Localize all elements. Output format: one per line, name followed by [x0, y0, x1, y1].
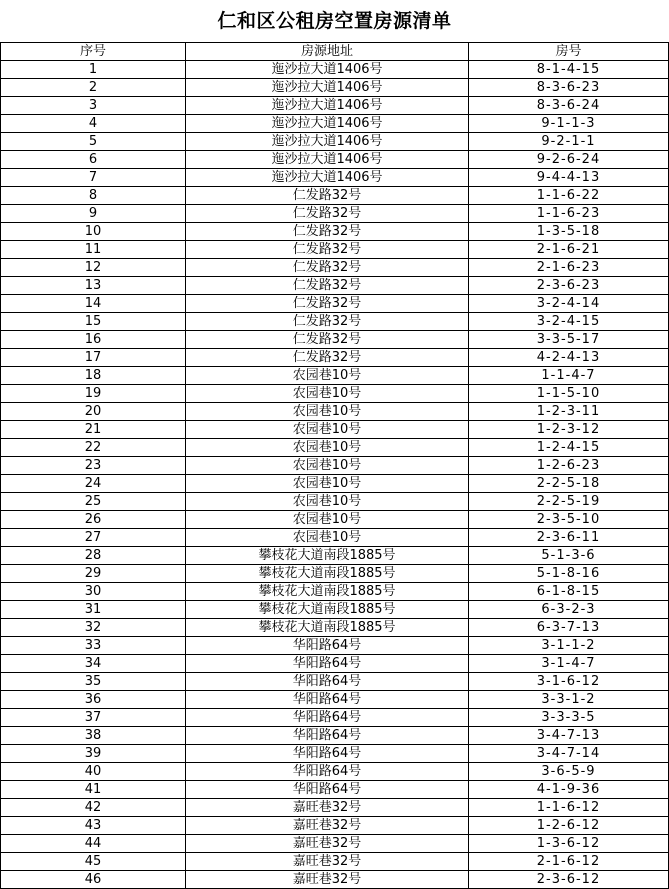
- table-row: [1, 295, 669, 313]
- cell-index: 13: [1, 277, 186, 295]
- cell-room-number: 1-1-6-12: [469, 799, 669, 817]
- cell-address: 仁发路32号: [186, 331, 469, 349]
- cell-index: 40: [1, 763, 186, 781]
- cell-room-number: 5-1-8-16: [469, 565, 669, 583]
- table-row: [1, 115, 669, 133]
- cell-address: 攀枝花大道南段1885号: [186, 565, 469, 583]
- cell-index: 32: [1, 619, 186, 637]
- table-row: [1, 529, 669, 547]
- cell-index: 18: [1, 367, 186, 385]
- cell-room-number: 1-2-3-12: [469, 421, 669, 439]
- cell-index: 4: [1, 115, 186, 133]
- cell-index: 34: [1, 655, 186, 673]
- cell-index: 42: [1, 799, 186, 817]
- table-row: [1, 799, 669, 817]
- cell-room-number: 9-2-1-1: [469, 133, 669, 151]
- cell-address: 仁发路32号: [186, 295, 469, 313]
- table-row: [1, 547, 669, 565]
- cell-index: 19: [1, 385, 186, 403]
- cell-address: 农园巷10号: [186, 511, 469, 529]
- cell-index: 24: [1, 475, 186, 493]
- cell-room-number: 6-3-2-3: [469, 601, 669, 619]
- table-row: [1, 781, 669, 799]
- table-row: [1, 619, 669, 637]
- cell-index: 20: [1, 403, 186, 421]
- table-row: [1, 187, 669, 205]
- table-row: [1, 673, 669, 691]
- cell-address: 农园巷10号: [186, 367, 469, 385]
- table-row: [1, 691, 669, 709]
- cell-address: 仁发路32号: [186, 313, 469, 331]
- cell-index: 46: [1, 871, 186, 889]
- cell-address: 农园巷10号: [186, 529, 469, 547]
- cell-index: 38: [1, 727, 186, 745]
- cell-address: 华阳路64号: [186, 763, 469, 781]
- cell-address: 迤沙拉大道1406号: [186, 97, 469, 115]
- cell-index: 30: [1, 583, 186, 601]
- cell-address: 嘉旺巷32号: [186, 817, 469, 835]
- cell-index: 10: [1, 223, 186, 241]
- cell-address: 华阳路64号: [186, 727, 469, 745]
- table-row: [1, 385, 669, 403]
- sheet-title: 仁和区公租房空置房源清单: [217, 10, 452, 32]
- table-row: [1, 871, 669, 889]
- table-row: [1, 97, 669, 115]
- cell-room-number: 3-3-1-2: [469, 691, 669, 709]
- table-row: [1, 61, 669, 79]
- cell-address: 仁发路32号: [186, 241, 469, 259]
- table-row: [1, 439, 669, 457]
- cell-index: 15: [1, 313, 186, 331]
- table-row: [1, 709, 669, 727]
- table-row: [1, 79, 669, 97]
- table-row: [1, 133, 669, 151]
- cell-index: 31: [1, 601, 186, 619]
- cell-index: 14: [1, 295, 186, 313]
- cell-index: 12: [1, 259, 186, 277]
- cell-index: 8: [1, 187, 186, 205]
- cell-room-number: 2-3-5-10: [469, 511, 669, 529]
- table-row: [1, 583, 669, 601]
- cell-address: 嘉旺巷32号: [186, 799, 469, 817]
- cell-address: 迤沙拉大道1406号: [186, 151, 469, 169]
- cell-address: 农园巷10号: [186, 475, 469, 493]
- cell-room-number: 3-3-3-5: [469, 709, 669, 727]
- cell-room-number: 1-3-6-12: [469, 835, 669, 853]
- cell-room-number: 2-2-5-18: [469, 475, 669, 493]
- cell-room-number: 3-4-7-14: [469, 745, 669, 763]
- cell-index: 28: [1, 547, 186, 565]
- table-row: [1, 655, 669, 673]
- table-row: [1, 853, 669, 871]
- cell-address: 华阳路64号: [186, 673, 469, 691]
- vacant-housing-table: [0, 42, 669, 889]
- table-row: [1, 493, 669, 511]
- cell-room-number: 1-2-6-23: [469, 457, 669, 475]
- table-row: [1, 331, 669, 349]
- cell-room-number: 3-2-4-14: [469, 295, 669, 313]
- cell-address: 华阳路64号: [186, 637, 469, 655]
- cell-index: 2: [1, 79, 186, 97]
- table-row: [1, 565, 669, 583]
- table-row: [1, 763, 669, 781]
- cell-address: 华阳路64号: [186, 745, 469, 763]
- table-row: [1, 637, 669, 655]
- cell-index: 26: [1, 511, 186, 529]
- cell-address: 迤沙拉大道1406号: [186, 115, 469, 133]
- cell-index: 3: [1, 97, 186, 115]
- cell-address: 迤沙拉大道1406号: [186, 133, 469, 151]
- cell-room-number: 6-3-7-13: [469, 619, 669, 637]
- table-body: [1, 61, 669, 889]
- cell-room-number: 2-3-6-11: [469, 529, 669, 547]
- table-row: [1, 349, 669, 367]
- cell-address: 农园巷10号: [186, 421, 469, 439]
- cell-address: 攀枝花大道南段1885号: [186, 547, 469, 565]
- header-index: 序号: [1, 43, 186, 61]
- cell-room-number: 1-3-5-18: [469, 223, 669, 241]
- table-row: [1, 835, 669, 853]
- table-row: [1, 367, 669, 385]
- cell-index: 6: [1, 151, 186, 169]
- cell-room-number: 1-1-5-10: [469, 385, 669, 403]
- cell-address: 农园巷10号: [186, 493, 469, 511]
- cell-address: 华阳路64号: [186, 709, 469, 727]
- cell-address: 仁发路32号: [186, 187, 469, 205]
- cell-room-number: 9-2-6-24: [469, 151, 669, 169]
- table-row: [1, 601, 669, 619]
- table-row: [1, 241, 669, 259]
- cell-room-number: 3-1-4-7: [469, 655, 669, 673]
- cell-address: 迤沙拉大道1406号: [186, 169, 469, 187]
- table-row: [1, 403, 669, 421]
- cell-address: 华阳路64号: [186, 691, 469, 709]
- cell-room-number: 2-1-6-12: [469, 853, 669, 871]
- table-row: [1, 745, 669, 763]
- cell-address: 华阳路64号: [186, 781, 469, 799]
- table-row: [1, 259, 669, 277]
- cell-index: 43: [1, 817, 186, 835]
- table-row: [1, 277, 669, 295]
- cell-room-number: 3-4-7-13: [469, 727, 669, 745]
- cell-index: 5: [1, 133, 186, 151]
- table-row: [1, 511, 669, 529]
- cell-address: 仁发路32号: [186, 349, 469, 367]
- table-row: [1, 169, 669, 187]
- cell-index: 37: [1, 709, 186, 727]
- cell-room-number: 2-3-6-23: [469, 277, 669, 295]
- cell-room-number: 8-1-4-15: [469, 61, 669, 79]
- cell-room-number: 3-1-1-2: [469, 637, 669, 655]
- cell-room-number: 1-1-6-23: [469, 205, 669, 223]
- cell-room-number: 3-1-6-12: [469, 673, 669, 691]
- cell-address: 仁发路32号: [186, 205, 469, 223]
- cell-index: 16: [1, 331, 186, 349]
- cell-address: 农园巷10号: [186, 385, 469, 403]
- cell-address: 嘉旺巷32号: [186, 871, 469, 889]
- cell-address: 仁发路32号: [186, 223, 469, 241]
- cell-room-number: 8-3-6-23: [469, 79, 669, 97]
- cell-room-number: 9-1-1-3: [469, 115, 669, 133]
- cell-index: 45: [1, 853, 186, 871]
- table-row: [1, 727, 669, 745]
- cell-index: 39: [1, 745, 186, 763]
- cell-index: 36: [1, 691, 186, 709]
- cell-room-number: 1-2-3-11: [469, 403, 669, 421]
- table-row: [1, 817, 669, 835]
- table-row: [1, 205, 669, 223]
- cell-address: 农园巷10号: [186, 403, 469, 421]
- table-row: [1, 421, 669, 439]
- cell-room-number: 1-1-6-22: [469, 187, 669, 205]
- cell-index: 23: [1, 457, 186, 475]
- cell-index: 33: [1, 637, 186, 655]
- cell-address: 攀枝花大道南段1885号: [186, 601, 469, 619]
- cell-room-number: 6-1-8-15: [469, 583, 669, 601]
- cell-index: 41: [1, 781, 186, 799]
- header-room-number: 房号: [469, 43, 669, 61]
- cell-index: 27: [1, 529, 186, 547]
- header-row: [1, 43, 669, 61]
- cell-index: 25: [1, 493, 186, 511]
- cell-room-number: 1-2-4-15: [469, 439, 669, 457]
- cell-room-number: 8-3-6-24: [469, 97, 669, 115]
- cell-index: 11: [1, 241, 186, 259]
- cell-address: 攀枝花大道南段1885号: [186, 583, 469, 601]
- cell-address: 嘉旺巷32号: [186, 835, 469, 853]
- cell-room-number: 2-1-6-23: [469, 259, 669, 277]
- table-row: [1, 457, 669, 475]
- cell-address: 农园巷10号: [186, 439, 469, 457]
- cell-room-number: 1-1-4-7: [469, 367, 669, 385]
- cell-index: 17: [1, 349, 186, 367]
- cell-address: 嘉旺巷32号: [186, 853, 469, 871]
- header-address: 房源地址: [186, 43, 469, 61]
- cell-address: 仁发路32号: [186, 277, 469, 295]
- cell-index: 7: [1, 169, 186, 187]
- cell-room-number: 4-1-9-36: [469, 781, 669, 799]
- cell-index: 9: [1, 205, 186, 223]
- table-row: [1, 313, 669, 331]
- cell-room-number: 4-2-4-13: [469, 349, 669, 367]
- cell-index: 29: [1, 565, 186, 583]
- cell-index: 35: [1, 673, 186, 691]
- cell-room-number: 2-2-5-19: [469, 493, 669, 511]
- cell-room-number: 9-4-4-13: [469, 169, 669, 187]
- table-row: [1, 475, 669, 493]
- cell-room-number: 2-3-6-12: [469, 871, 669, 889]
- cell-room-number: 5-1-3-6: [469, 547, 669, 565]
- cell-address: 华阳路64号: [186, 655, 469, 673]
- cell-address: 仁发路32号: [186, 259, 469, 277]
- cell-room-number: 3-2-4-15: [469, 313, 669, 331]
- cell-room-number: 3-6-5-9: [469, 763, 669, 781]
- table-row: [1, 151, 669, 169]
- table-row: [1, 223, 669, 241]
- cell-room-number: 1-2-6-12: [469, 817, 669, 835]
- cell-address: 迤沙拉大道1406号: [186, 61, 469, 79]
- cell-index: 44: [1, 835, 186, 853]
- cell-address: 农园巷10号: [186, 457, 469, 475]
- cell-index: 21: [1, 421, 186, 439]
- cell-index: 1: [1, 61, 186, 79]
- cell-room-number: 2-1-6-21: [469, 241, 669, 259]
- cell-room-number: 3-3-5-17: [469, 331, 669, 349]
- cell-address: 迤沙拉大道1406号: [186, 79, 469, 97]
- cell-index: 22: [1, 439, 186, 457]
- cell-address: 攀枝花大道南段1885号: [186, 619, 469, 637]
